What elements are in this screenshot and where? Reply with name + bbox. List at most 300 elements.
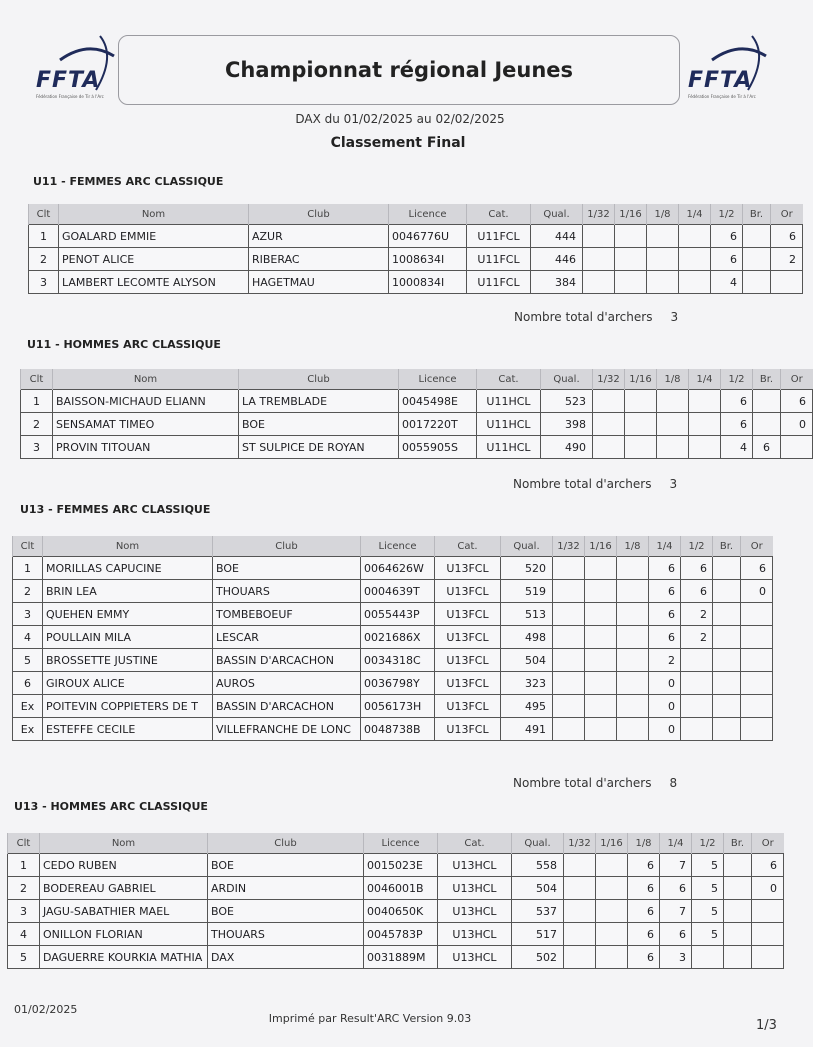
table-cell: ONILLON FLORIAN — [40, 923, 208, 946]
column-header: 1/16 — [625, 369, 657, 390]
table-cell — [553, 695, 585, 718]
column-header: Licence — [361, 536, 435, 557]
column-header: Nom — [59, 204, 249, 225]
footer-printed-by: Imprimé par Result'ARC Version 9.03 — [268, 1012, 472, 1025]
table-cell — [724, 900, 752, 923]
table-cell — [724, 946, 752, 969]
table-cell — [615, 248, 647, 271]
table-cell: DAX — [208, 946, 364, 969]
table-cell: VILLEFRANCHE DE LONC — [213, 718, 361, 741]
table-row — [13, 695, 773, 718]
table-row — [13, 603, 773, 626]
table-cell: U13HCL — [438, 946, 512, 969]
table-cell: 1 — [8, 854, 40, 877]
table-cell — [647, 271, 679, 294]
column-header: Or — [781, 369, 813, 390]
column-header: 1/2 — [681, 536, 713, 557]
table-cell: ESTEFFE CECILE — [43, 718, 213, 741]
table-row — [8, 900, 784, 923]
table-cell — [583, 248, 615, 271]
table-cell: 6 — [721, 390, 753, 413]
table-cell — [657, 413, 689, 436]
table-cell: 0055905S — [399, 436, 477, 459]
table-cell: MORILLAS CAPUCINE — [43, 557, 213, 580]
table-cell — [752, 900, 784, 923]
table-cell — [564, 854, 596, 877]
table-cell: RIBERAC — [249, 248, 389, 271]
table-cell: 0040650K — [364, 900, 438, 923]
category-title: U13 - FEMMES ARC CLASSIQUE — [20, 503, 211, 516]
table-cell: U13HCL — [438, 900, 512, 923]
archer-total — [513, 477, 677, 491]
column-header: Nom — [53, 369, 239, 390]
table-cell — [585, 649, 617, 672]
table-cell: 6 — [649, 557, 681, 580]
table-cell: 0 — [781, 413, 813, 436]
table-cell: 5 — [8, 946, 40, 969]
table-cell: U13HCL — [438, 877, 512, 900]
table-cell — [724, 877, 752, 900]
table-cell — [625, 413, 657, 436]
column-header: Club — [239, 369, 399, 390]
column-header: 1/8 — [628, 833, 660, 854]
table-cell: 6 — [660, 923, 692, 946]
table-cell: 323 — [501, 672, 553, 695]
column-header: Licence — [364, 833, 438, 854]
table-cell: 1 — [21, 390, 53, 413]
table-cell — [617, 672, 649, 695]
table-cell: 0055443P — [361, 603, 435, 626]
table-cell: 0004639T — [361, 580, 435, 603]
table-cell — [741, 649, 773, 672]
table-cell — [713, 672, 741, 695]
table-cell — [681, 695, 713, 718]
column-header: Cat. — [467, 204, 531, 225]
column-header: 1/16 — [585, 536, 617, 557]
table-cell: 6 — [681, 557, 713, 580]
archer-total-count: 8 — [669, 776, 678, 790]
table-cell — [741, 695, 773, 718]
table-cell — [724, 854, 752, 877]
table-cell: SENSAMAT TIMEO — [53, 413, 239, 436]
column-header: Clt — [13, 536, 43, 557]
table-cell: 504 — [501, 649, 553, 672]
column-header: 1/4 — [679, 204, 711, 225]
column-header: 1/32 — [564, 833, 596, 854]
table-cell: 446 — [531, 248, 583, 271]
column-header: Nom — [40, 833, 208, 854]
table-cell — [593, 413, 625, 436]
table-cell: U13FCL — [435, 557, 501, 580]
column-header: Licence — [399, 369, 477, 390]
table-cell: 0045783P — [364, 923, 438, 946]
table-cell: 4 — [711, 271, 743, 294]
archer-total-count: 3 — [669, 477, 678, 491]
table-cell: POITEVIN COPPIETERS DE T — [43, 695, 213, 718]
table-cell — [553, 603, 585, 626]
table-cell: BOE — [208, 854, 364, 877]
table-cell — [752, 946, 784, 969]
column-header: 1/8 — [647, 204, 679, 225]
table-cell: BASSIN D'ARCACHON — [213, 695, 361, 718]
table-cell — [679, 271, 711, 294]
column-header: Br. — [724, 833, 752, 854]
table-cell — [617, 580, 649, 603]
table-cell: 3 — [8, 900, 40, 923]
table-row — [21, 413, 813, 436]
column-header: Br. — [753, 369, 781, 390]
table-cell: 513 — [501, 603, 553, 626]
table-row — [8, 854, 784, 877]
column-header: 1/2 — [721, 369, 753, 390]
table-cell: 6 — [681, 580, 713, 603]
column-header: Club — [249, 204, 389, 225]
column-header: Clt — [8, 833, 40, 854]
table-cell: 5 — [692, 877, 724, 900]
table-cell — [596, 877, 628, 900]
table-cell: BASSIN D'ARCACHON — [213, 649, 361, 672]
table-cell — [713, 626, 741, 649]
table-cell: BOE — [208, 900, 364, 923]
table-cell — [713, 718, 741, 741]
table-row — [13, 649, 773, 672]
table-cell: 523 — [541, 390, 593, 413]
table-cell: QUEHEN EMMY — [43, 603, 213, 626]
table-row — [21, 436, 813, 459]
logo-text: FFTA — [36, 68, 101, 93]
column-header: Qual. — [531, 204, 583, 225]
table-cell: TOMBEBOEUF — [213, 603, 361, 626]
results-table — [20, 369, 813, 459]
table-cell — [781, 436, 813, 459]
table-cell: U13FCL — [435, 718, 501, 741]
table-cell: 504 — [512, 877, 564, 900]
table-cell — [743, 248, 771, 271]
table-cell: 537 — [512, 900, 564, 923]
table-cell: 3 — [21, 436, 53, 459]
table-cell — [553, 557, 585, 580]
table-cell — [741, 603, 773, 626]
table-cell — [753, 390, 781, 413]
table-row — [21, 390, 813, 413]
column-header: Or — [752, 833, 784, 854]
table-cell — [585, 672, 617, 695]
table-row — [13, 580, 773, 603]
table-row — [13, 718, 773, 741]
table-cell: 6 — [628, 877, 660, 900]
table-cell: U11HCL — [477, 436, 541, 459]
table-cell — [625, 436, 657, 459]
table-cell: 0046776U — [389, 225, 467, 248]
table-row — [13, 557, 773, 580]
archer-total-count: 3 — [670, 310, 679, 324]
category-title: U13 - HOMMES ARC CLASSIQUE — [14, 800, 208, 813]
table-cell — [689, 436, 721, 459]
table-cell: 2 — [8, 877, 40, 900]
table-cell: 6 — [649, 580, 681, 603]
table-cell: U13FCL — [435, 672, 501, 695]
results-table — [12, 536, 773, 741]
table-cell — [564, 877, 596, 900]
table-cell — [593, 436, 625, 459]
logo-subtext: Fédération Française de Tir à l'Arc — [688, 94, 756, 99]
table-cell: U13FCL — [435, 695, 501, 718]
table-cell — [615, 225, 647, 248]
table-cell: GOALARD EMMIE — [59, 225, 249, 248]
table-cell: BOE — [213, 557, 361, 580]
table-row — [8, 946, 784, 969]
category-title: U11 - HOMMES ARC CLASSIQUE — [27, 338, 221, 351]
table-cell: U11FCL — [467, 248, 531, 271]
table-cell: U13FCL — [435, 603, 501, 626]
table-header-row — [13, 536, 773, 557]
table-cell: AZUR — [249, 225, 389, 248]
table-cell: 1 — [13, 557, 43, 580]
archer-total-label: Nombre total d'archers — [513, 477, 652, 491]
table-cell — [724, 923, 752, 946]
table-cell: 6 — [628, 900, 660, 923]
table-cell: 444 — [531, 225, 583, 248]
page-title: Championnat régional Jeunes — [224, 58, 574, 82]
table-cell: 491 — [501, 718, 553, 741]
table-cell: 398 — [541, 413, 593, 436]
table-cell — [753, 413, 781, 436]
column-header: Br. — [713, 536, 741, 557]
table-row — [29, 248, 803, 271]
table-cell: 0031889M — [364, 946, 438, 969]
table-cell — [713, 580, 741, 603]
table-cell — [771, 271, 803, 294]
column-header: 1/32 — [553, 536, 585, 557]
table-cell — [681, 718, 713, 741]
table-cell: BAISSON-MICHAUD ELIANN — [53, 390, 239, 413]
table-cell: 3 — [660, 946, 692, 969]
table-cell: 6 — [721, 413, 753, 436]
table-cell: U11HCL — [477, 390, 541, 413]
column-header: Cat. — [477, 369, 541, 390]
table-cell: 0064626W — [361, 557, 435, 580]
column-header: Qual. — [512, 833, 564, 854]
table-cell — [585, 580, 617, 603]
archer-total-label: Nombre total d'archers — [513, 776, 652, 790]
table-cell: 0036798Y — [361, 672, 435, 695]
table-cell: 6 — [711, 248, 743, 271]
table-row — [8, 923, 784, 946]
column-header: Cat. — [435, 536, 501, 557]
table-cell — [657, 390, 689, 413]
table-cell: 1008634I — [389, 248, 467, 271]
table-header-row — [21, 369, 813, 390]
event-dates: DAX du 01/02/2025 au 02/02/2025 — [295, 112, 505, 126]
column-header: 1/4 — [649, 536, 681, 557]
table-cell — [741, 718, 773, 741]
column-header: Or — [741, 536, 773, 557]
table-cell — [585, 626, 617, 649]
table-cell — [585, 718, 617, 741]
table-cell: ST SULPICE DE ROYAN — [239, 436, 399, 459]
table-cell: 0 — [649, 695, 681, 718]
column-header: Clt — [29, 204, 59, 225]
column-header: Br. — [743, 204, 771, 225]
table-row — [29, 271, 803, 294]
table-cell — [585, 695, 617, 718]
table-cell: 519 — [501, 580, 553, 603]
table-cell — [713, 649, 741, 672]
table-cell: 2 — [21, 413, 53, 436]
table-cell: BRIN LEA — [43, 580, 213, 603]
table-cell: Ex — [13, 718, 43, 741]
table-cell — [617, 603, 649, 626]
footer-date: 01/02/2025 — [14, 1003, 78, 1016]
logo-text: FFTA — [688, 68, 753, 93]
table-cell: U11HCL — [477, 413, 541, 436]
table-cell: 517 — [512, 923, 564, 946]
table-cell: 6 — [13, 672, 43, 695]
table-cell — [596, 900, 628, 923]
column-header: Qual. — [541, 369, 593, 390]
table-cell — [617, 649, 649, 672]
table-cell: 0015023E — [364, 854, 438, 877]
table-cell: 0056173H — [361, 695, 435, 718]
table-cell: 2 — [13, 580, 43, 603]
archer-total-label: Nombre total d'archers — [514, 310, 653, 324]
table-cell — [741, 626, 773, 649]
results-table — [7, 833, 784, 969]
column-header: 1/32 — [583, 204, 615, 225]
table-cell — [689, 390, 721, 413]
table-cell: JAGU-SABATHIER MAEL — [40, 900, 208, 923]
table-cell: 495 — [501, 695, 553, 718]
table-cell: 6 — [628, 923, 660, 946]
table-cell — [585, 557, 617, 580]
table-cell — [593, 390, 625, 413]
table-cell: AUROS — [213, 672, 361, 695]
logo-subtext: Fédération Française de Tir à l'Arc — [36, 94, 104, 99]
table-cell: 490 — [541, 436, 593, 459]
table-cell — [692, 946, 724, 969]
table-cell — [741, 672, 773, 695]
table-cell: U13HCL — [438, 923, 512, 946]
table-cell: 6 — [711, 225, 743, 248]
archer-total — [514, 310, 678, 324]
table-cell: 0021686X — [361, 626, 435, 649]
table-cell — [689, 413, 721, 436]
ffta-logo-right — [682, 32, 772, 112]
table-cell: PENOT ALICE — [59, 248, 249, 271]
column-header: 1/8 — [617, 536, 649, 557]
table-cell: U13FCL — [435, 649, 501, 672]
table-cell — [564, 900, 596, 923]
ffta-logo-left — [30, 32, 120, 112]
table-cell: 6 — [649, 626, 681, 649]
table-cell — [596, 946, 628, 969]
table-cell: 0 — [752, 877, 784, 900]
table-cell — [553, 580, 585, 603]
table-cell — [564, 946, 596, 969]
table-cell — [617, 557, 649, 580]
table-cell: 0 — [649, 718, 681, 741]
table-cell: 5 — [692, 923, 724, 946]
table-cell: 6 — [649, 603, 681, 626]
table-cell: 0034318C — [361, 649, 435, 672]
table-cell: 0017220T — [399, 413, 477, 436]
column-header: Clt — [21, 369, 53, 390]
table-cell — [679, 248, 711, 271]
table-cell: U11FCL — [467, 271, 531, 294]
table-cell — [564, 923, 596, 946]
table-cell: U13FCL — [435, 580, 501, 603]
table-cell — [553, 626, 585, 649]
table-cell: 0048738B — [361, 718, 435, 741]
table-cell — [713, 695, 741, 718]
table-cell: 0045498E — [399, 390, 477, 413]
table-cell: THOUARS — [213, 580, 361, 603]
table-cell: 384 — [531, 271, 583, 294]
table-cell — [617, 695, 649, 718]
table-cell: 6 — [781, 390, 813, 413]
table-cell — [681, 672, 713, 695]
table-cell: 0 — [649, 672, 681, 695]
column-header: 1/16 — [615, 204, 647, 225]
table-cell: THOUARS — [208, 923, 364, 946]
table-row — [29, 225, 803, 248]
table-cell — [625, 390, 657, 413]
table-cell: 7 — [660, 854, 692, 877]
table-cell: 498 — [501, 626, 553, 649]
table-cell — [615, 271, 647, 294]
table-cell: LAMBERT LECOMTE ALYSON — [59, 271, 249, 294]
table-cell — [553, 718, 585, 741]
table-cell: 1000834I — [389, 271, 467, 294]
table-cell: 5 — [692, 900, 724, 923]
column-header: Club — [208, 833, 364, 854]
table-cell: 6 — [752, 854, 784, 877]
table-cell: 6 — [628, 946, 660, 969]
table-cell — [681, 649, 713, 672]
column-header: Nom — [43, 536, 213, 557]
column-header: 1/4 — [660, 833, 692, 854]
column-header: Qual. — [501, 536, 553, 557]
table-cell: HAGETMAU — [249, 271, 389, 294]
column-header: Licence — [389, 204, 467, 225]
table-cell — [752, 923, 784, 946]
table-cell: 6 — [741, 557, 773, 580]
column-header: Club — [213, 536, 361, 557]
table-cell — [596, 923, 628, 946]
table-cell: 5 — [13, 649, 43, 672]
table-cell — [679, 225, 711, 248]
table-cell: BROSSETTE JUSTINE — [43, 649, 213, 672]
table-cell: 3 — [29, 271, 59, 294]
table-cell: 0 — [741, 580, 773, 603]
table-cell — [743, 225, 771, 248]
table-cell — [596, 854, 628, 877]
table-cell: 6 — [660, 877, 692, 900]
column-header: Cat. — [438, 833, 512, 854]
column-header: 1/8 — [657, 369, 689, 390]
table-cell — [553, 672, 585, 695]
column-header: Or — [771, 204, 803, 225]
table-cell: 4 — [8, 923, 40, 946]
table-cell: DAGUERRE KOURKIA MATHIA — [40, 946, 208, 969]
archer-total — [513, 776, 677, 790]
table-cell — [583, 225, 615, 248]
table-cell: CEDO RUBEN — [40, 854, 208, 877]
table-cell: ARDIN — [208, 877, 364, 900]
table-cell — [617, 626, 649, 649]
table-cell: POULLAIN MILA — [43, 626, 213, 649]
category-title: U11 - FEMMES ARC CLASSIQUE — [33, 175, 224, 188]
